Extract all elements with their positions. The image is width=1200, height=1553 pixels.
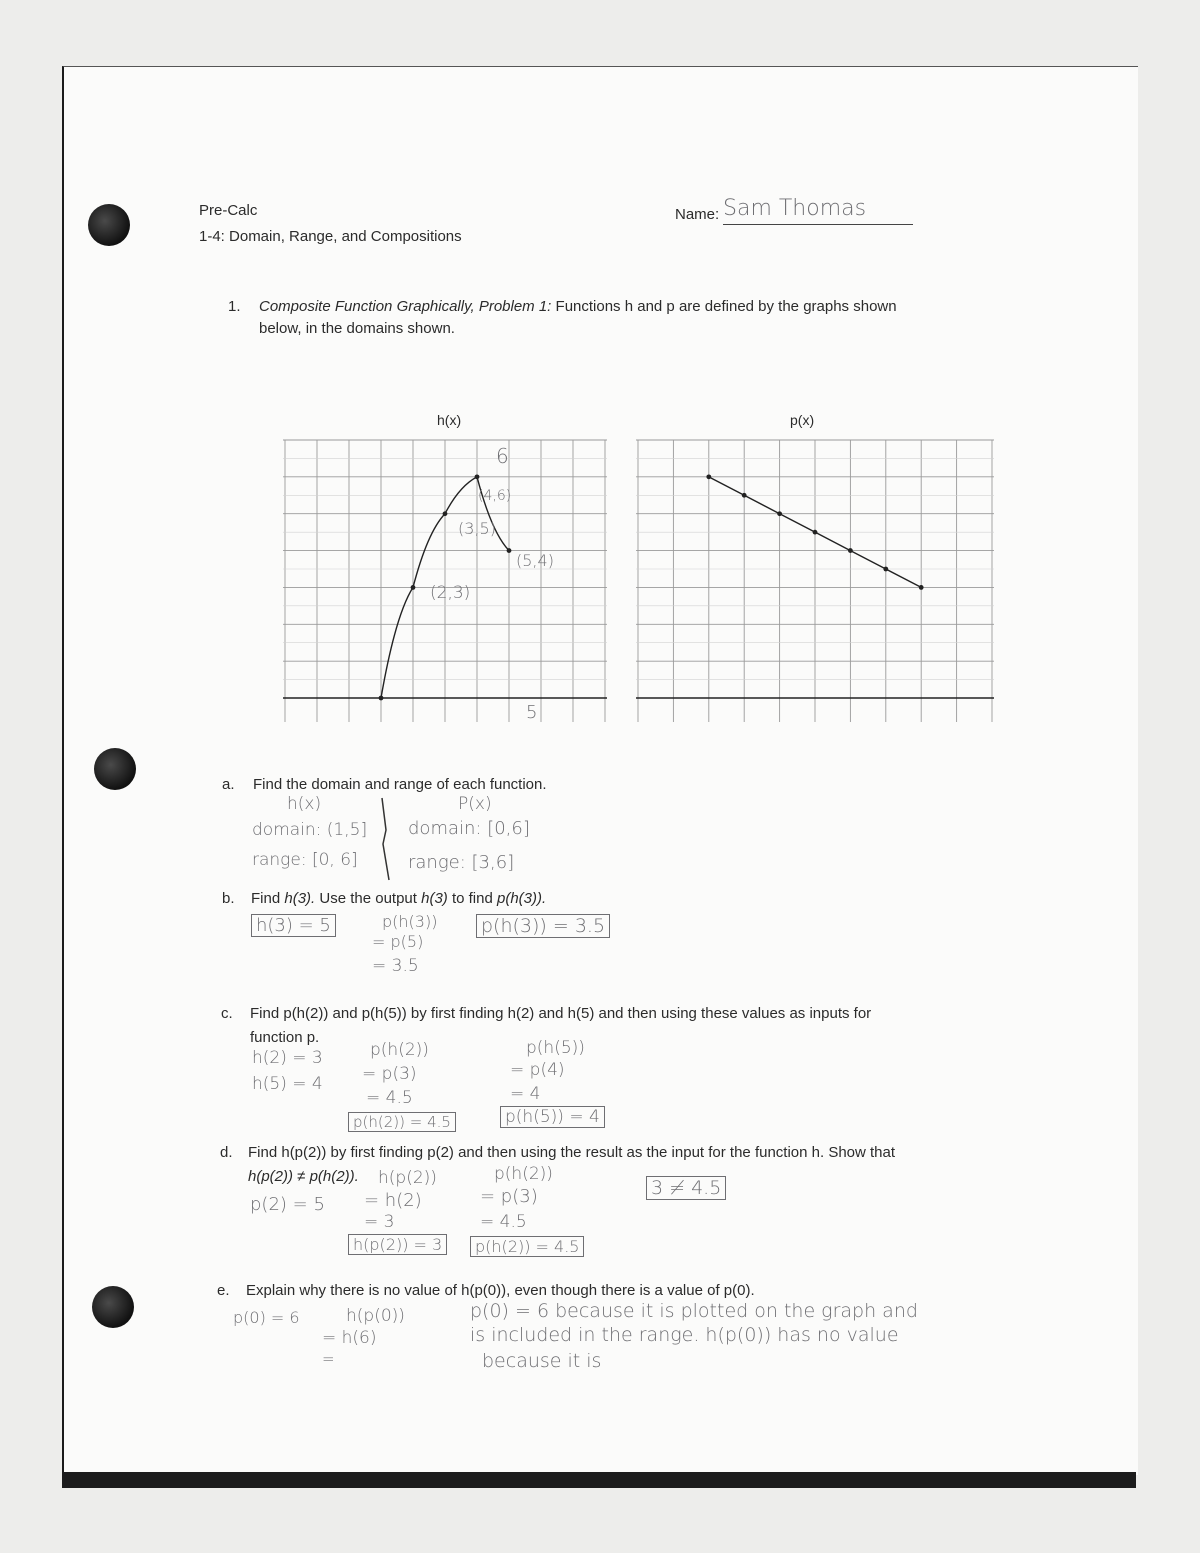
part-a-letter: a. bbox=[222, 776, 235, 793]
student-name: Sam Thomas bbox=[723, 196, 913, 225]
part-d-prompt: Find h(p(2)) by first finding p(2) and then using the result as the input for the function h. Show that bbox=[248, 1144, 896, 1161]
work-line: = p(5) bbox=[372, 932, 424, 951]
work-line: p(h(2)) bbox=[370, 1040, 429, 1060]
answer-box: p(h(2)) = 4.5 bbox=[470, 1236, 584, 1257]
data-point bbox=[777, 511, 782, 516]
data-point bbox=[883, 567, 888, 572]
prompt-math: p(h(3)). bbox=[497, 890, 547, 907]
work-line: = 4.5 bbox=[480, 1212, 527, 1232]
column-divider bbox=[380, 796, 410, 882]
h-domain: domain: (1,5] bbox=[252, 820, 368, 840]
lesson-title: 1-4: Domain, Range, and Compositions bbox=[199, 228, 462, 245]
work-line: p(h(5)) bbox=[526, 1038, 585, 1058]
work-line: = 4 bbox=[510, 1084, 541, 1104]
data-point bbox=[706, 474, 711, 479]
scan-edge-shadow bbox=[62, 1472, 1136, 1488]
problem-number: 1. bbox=[228, 298, 241, 315]
p-domain: domain: [0,6] bbox=[408, 818, 530, 839]
part-c-prompt: Find p(h(2)) and p(h(5)) by first finding h(2) and h(5) and then using these values as inputs for bbox=[250, 1005, 872, 1022]
work-line: = h(6) bbox=[322, 1328, 377, 1348]
part-c-prompt-line2: function p. bbox=[250, 1029, 320, 1046]
answer-box: p(h(2)) = 4.5 bbox=[348, 1112, 456, 1132]
work-line: = p(3) bbox=[362, 1064, 417, 1084]
work-line: h(5) = 4 bbox=[252, 1074, 323, 1094]
data-point bbox=[742, 493, 747, 498]
problem-title: Composite Function Graphically, Problem 1: bbox=[259, 298, 552, 315]
work-line: = 4.5 bbox=[366, 1088, 413, 1108]
p-graph-title: p(x) bbox=[790, 412, 815, 428]
work-line: p(h(2)) bbox=[494, 1164, 553, 1184]
name-label: Name: bbox=[675, 206, 720, 223]
annotation-axis: 5 bbox=[526, 702, 538, 723]
binder-hole bbox=[94, 748, 136, 790]
p-column-head: P(x) bbox=[458, 794, 492, 814]
part-e-letter: e. bbox=[217, 1282, 230, 1299]
part-b-prompt bbox=[251, 890, 546, 907]
data-point bbox=[443, 511, 448, 516]
work-line: h(2) = 3 bbox=[252, 1048, 323, 1068]
work-line: h(p(0)) bbox=[346, 1306, 405, 1326]
annotation-max: 6 bbox=[496, 444, 509, 468]
prompt-text: Find bbox=[251, 890, 285, 907]
part-d-prompt-line2: h(p(2)) ≠ p(h(2)). bbox=[248, 1168, 359, 1185]
work-line: = p(3) bbox=[480, 1186, 538, 1207]
work-line: = h(2) bbox=[364, 1190, 422, 1211]
data-point bbox=[411, 585, 416, 590]
annotation-point: (3,5) bbox=[458, 519, 496, 538]
answer-box: p(h(5)) = 4 bbox=[500, 1106, 605, 1128]
worksheet-page bbox=[62, 66, 1138, 1475]
part-b-letter: b. bbox=[222, 890, 235, 907]
problem-text-line2: below, in the domains shown. bbox=[259, 320, 455, 337]
data-point bbox=[813, 530, 818, 535]
p-range: range: [3,6] bbox=[408, 852, 515, 873]
work-line: = p(4) bbox=[510, 1060, 565, 1080]
h-range: range: [0, 6] bbox=[252, 850, 358, 870]
h-graph bbox=[283, 438, 607, 722]
answer-box: h(p(2)) = 3 bbox=[348, 1234, 447, 1255]
work-line: = bbox=[322, 1350, 335, 1368]
annotation-point: (4,6) bbox=[478, 488, 512, 504]
problem-statement bbox=[259, 298, 897, 315]
prompt-text: to find bbox=[447, 890, 497, 907]
binder-hole bbox=[88, 204, 130, 246]
data-point bbox=[379, 696, 384, 701]
answer-box: h(3) = 5 bbox=[251, 914, 336, 937]
problem-text: Functions h and p are defined by the graphs shown bbox=[551, 298, 897, 315]
binder-hole bbox=[92, 1286, 134, 1328]
annotation-point: (2,3) bbox=[430, 583, 471, 603]
prompt-text: Use the output bbox=[315, 890, 422, 907]
prompt-math: h(3) bbox=[421, 890, 448, 907]
p-graph bbox=[636, 438, 994, 722]
answer-box: 3 ≠ 4.5 bbox=[646, 1176, 726, 1200]
data-point bbox=[848, 548, 853, 553]
course-title: Pre-Calc bbox=[199, 202, 258, 219]
part-d-letter: d. bbox=[220, 1144, 233, 1161]
work-line: h(p(2)) bbox=[378, 1168, 437, 1188]
part-a-prompt: Find the domain and range of each function. bbox=[253, 776, 547, 793]
explanation-line: p(0) = 6 because it is plotted on the graph and bbox=[470, 1300, 918, 1322]
explanation-line: because it is bbox=[482, 1350, 602, 1372]
part-c-letter: c. bbox=[221, 1005, 233, 1022]
work-line: = 3 bbox=[364, 1212, 395, 1232]
work-line: p(0) = 6 bbox=[233, 1308, 300, 1327]
annotation-point: (5,4) bbox=[516, 551, 554, 570]
part-e-prompt: Explain why there is no value of h(p(0)), even though there is a value of p(0). bbox=[246, 1282, 755, 1299]
work-line: = 3.5 bbox=[372, 956, 419, 976]
h-column-head: h(x) bbox=[287, 794, 322, 814]
work-line: p(2) = 5 bbox=[250, 1194, 325, 1215]
data-point bbox=[919, 585, 924, 590]
work-line: p(h(3)) bbox=[382, 912, 438, 931]
prompt-math: h(3). bbox=[284, 890, 316, 907]
explanation-line: is included in the range. h(p(0)) has no value bbox=[470, 1324, 899, 1346]
data-point bbox=[507, 548, 512, 553]
data-point bbox=[475, 474, 480, 479]
h-graph-title: h(x) bbox=[437, 412, 462, 428]
answer-box: p(h(3)) = 3.5 bbox=[476, 914, 610, 938]
